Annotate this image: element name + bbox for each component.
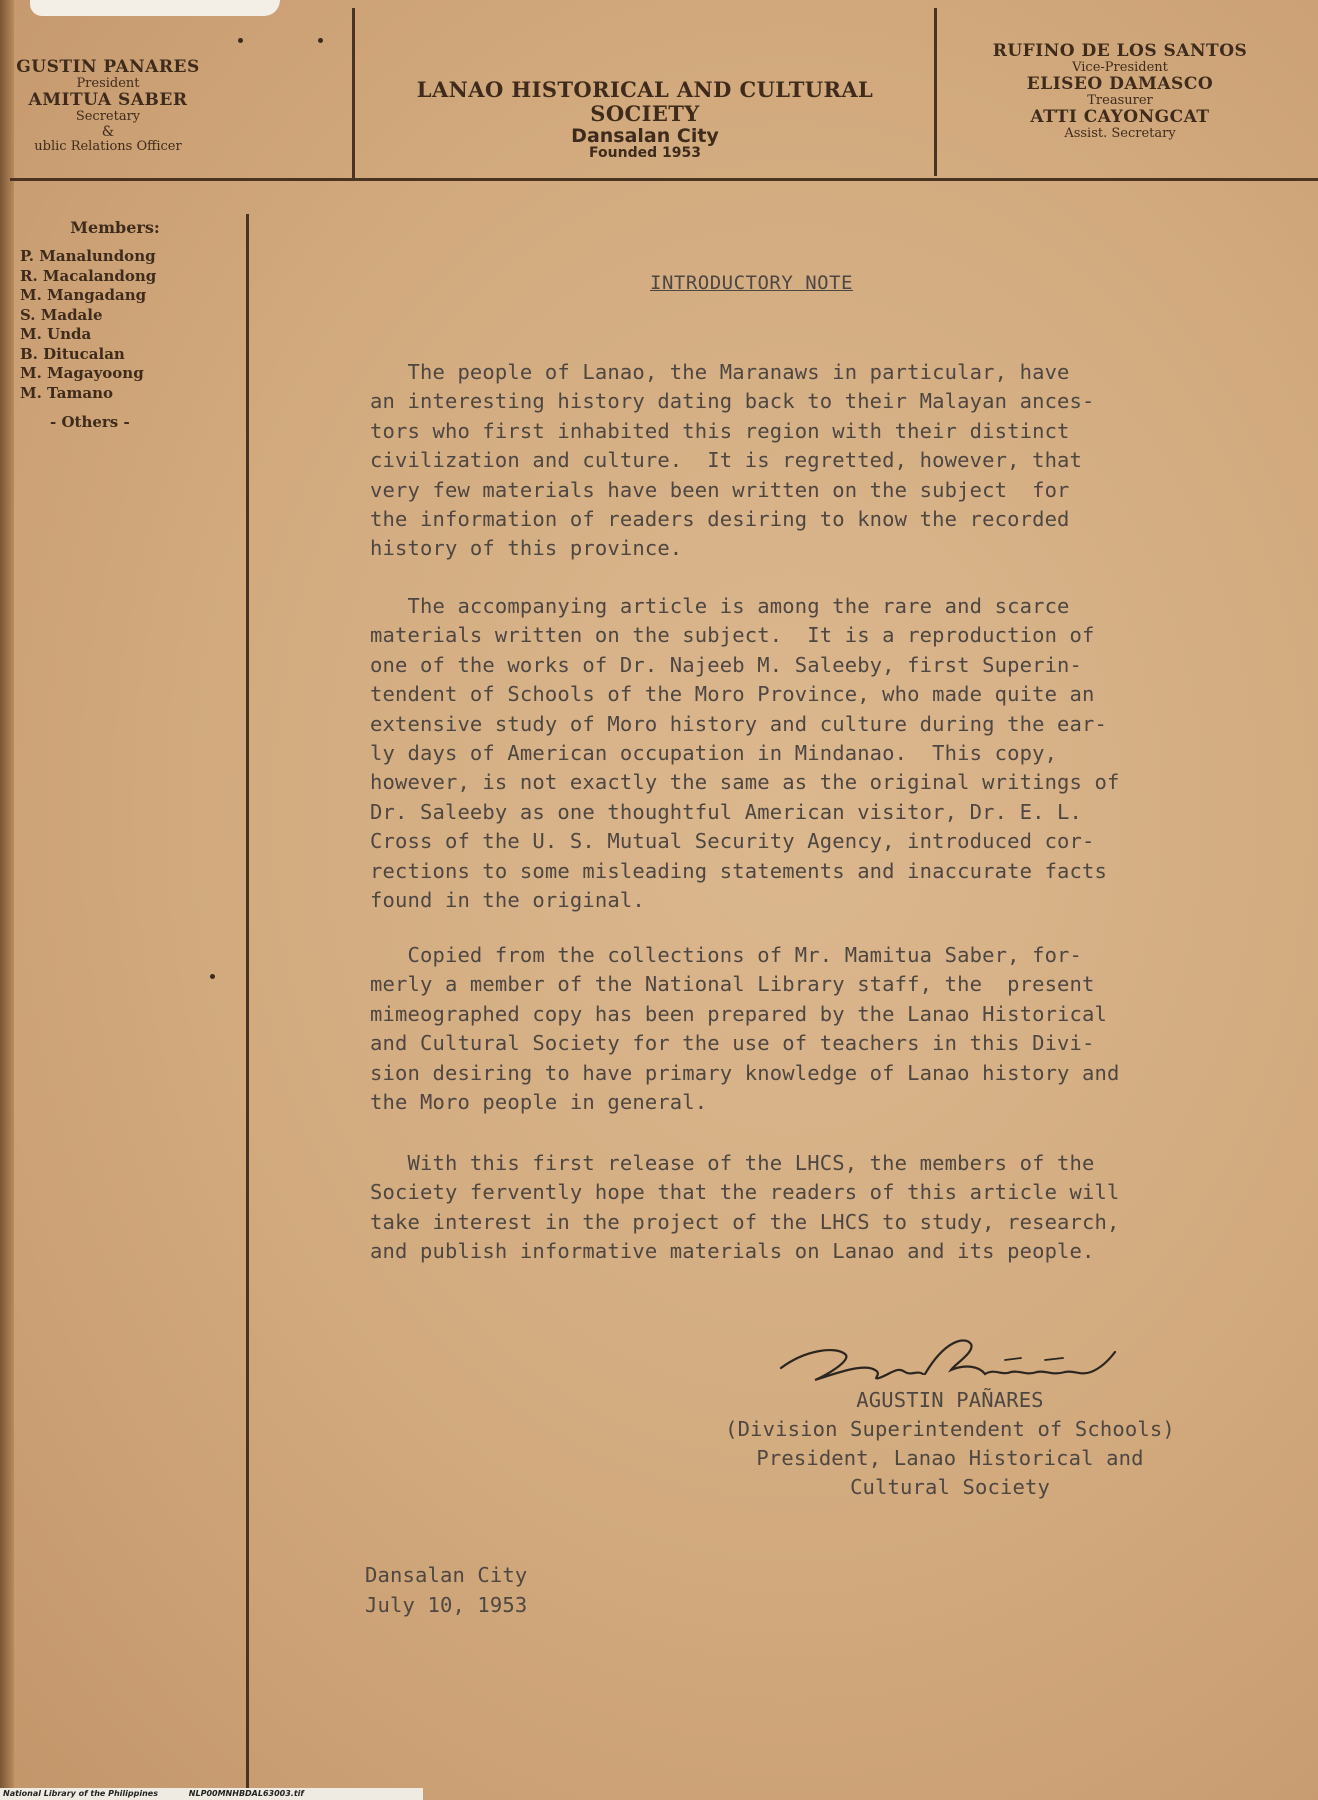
member-item: S. Madale [20,305,103,324]
member-item: R. Macalandong [20,266,157,285]
paragraph-4 [370,1149,1270,1267]
signatory-name: AGUSTIN PAÑARES [856,1388,1044,1412]
binding-shadow [0,0,14,1800]
text-line: the Moro people in general. [370,1090,708,1115]
president-name: GUSTIN PANARES [16,57,200,77]
file-id: NLP00MNHBDAL63003.tif [188,1789,304,1798]
text-line: Cross of the U. S. Mutual Security Agency, introduced cor- [370,829,1095,854]
organization-city: Dansalan City [571,125,719,147]
paper-speck [318,38,323,43]
member-item: P. Manalundong [20,247,156,265]
text-line: an interesting history dating back to their Malayan ances- [370,389,1095,414]
text-line: The people of Lanao, the Maranaws in particular, have [370,360,1070,384]
organization-name: LANAO HISTORICAL AND CULTURAL SOCIETY [416,77,874,126]
letterhead-officers-left [8,58,208,154]
secretary-role: Secretary [75,109,141,124]
treasurer-role: Treasurer [1087,93,1153,108]
treasurer-name: ELISEO DAMASCO [1026,74,1214,94]
scan-footer [0,1788,423,1800]
paragraph-2 [370,592,1270,915]
text-line: civilization and culture. It is regretted, however, that [370,448,1083,473]
paragraph-1 [370,358,1270,564]
vp-role: Vice-President [1072,60,1168,75]
header-divider-left [352,8,355,180]
place: Dansalan City [365,1563,528,1587]
torn-edge [30,0,280,16]
members-column-rule [246,214,249,1800]
secretary-name: AMITUA SABER [28,90,188,110]
member-item: M. Mangadang [20,286,147,304]
text-line: ly days of American occupation in Mindanao. This copy, [370,741,1058,766]
pro-role: ublic Relations Officer [34,139,182,154]
letterhead-officers-right [950,42,1290,141]
text-line: With this first release of the LHCS, the members of the [370,1151,1095,1175]
letter-title: INTRODUCTORY NOTE [650,272,853,294]
header-bottom-rule [10,178,1318,181]
text-line: very few materials have been written on the subject for [370,477,1070,502]
text-line: extensive study of Moro history and culture during the ear- [370,711,1108,736]
member-item: M. Unda [20,325,92,343]
signatory-role: (Division Superintendent of Schools) [725,1417,1175,1441]
place-and-date [365,1560,527,1620]
text-line: history of this province. [370,536,683,561]
members-list [20,218,250,431]
text-line: and Cultural Society for the use of teachers in this Divi- [370,1031,1095,1056]
letterhead-organization [360,78,930,161]
text-line: mimeographed copy has been prepared by the Lanao Historical [370,1001,1108,1026]
text-line: tors who first inhabited this region with their distinct [370,418,1070,443]
asst-secretary-name: ATTI CAYONGCAT [1030,107,1210,127]
member-item: M. Tamano [20,383,113,402]
signatory-role: President, Lanao Historical and [756,1446,1144,1470]
header-divider-right [934,8,937,176]
text-line: Copied from the collections of Mr. Mamitua Saber, for- [370,943,1083,967]
paper-speck [238,38,243,43]
members-others: - Others - [50,413,130,431]
text-line: one of the works of Dr. Najeeb M. Saleeby, first Superin- [370,652,1083,677]
member-item: M. Magayoong [20,364,144,382]
asst-secretary-role: Assist. Secretary [1064,126,1176,141]
signatory-role: Cultural Society [850,1475,1050,1499]
text-line: materials written on the subject. It is a reproduction of [370,623,1095,648]
text-line: sion desiring to have primary knowledge of Lanao history and [370,1060,1120,1085]
text-line: merly a member of the National Library staff, the present [370,972,1095,997]
text-line: and publish informative materials on Lanao and its people. [370,1239,1095,1264]
text-line: The accompanying article is among the rare and scarce [370,594,1070,618]
text-line: take interest in the project of the LHCS to study, research, [370,1209,1120,1234]
library-credit: National Library of the Philippines [3,1789,158,1798]
signature-block [640,1386,1260,1502]
ampersand: & [101,124,115,140]
member-item: B. Ditucalan [20,344,125,363]
date: July 10, 1953 [365,1593,528,1617]
text-line: the information of readers desiring to know the recorded [370,507,1070,532]
text-line: tendent of Schools of the Moro Province, who made quite an [370,682,1095,707]
president-role: President [76,76,140,91]
text-line: Dr. Saleeby as one thoughtful American visitor, Dr. E. L. [370,799,1083,824]
text-line: Society fervently hope that the readers of this article will [370,1180,1120,1205]
members-title: Members: [70,218,160,237]
paragraph-3 [370,941,1270,1117]
text-line: rections to some misleading statements and inaccurate facts [370,858,1108,883]
organization-founded: Founded 1953 [589,145,701,161]
paper-speck [210,974,215,979]
text-line: found in the original. [370,888,645,913]
text-line: however, is not exactly the same as the original writings of [370,770,1120,795]
vp-name: RUFINO DE LOS SANTOS [992,41,1248,61]
